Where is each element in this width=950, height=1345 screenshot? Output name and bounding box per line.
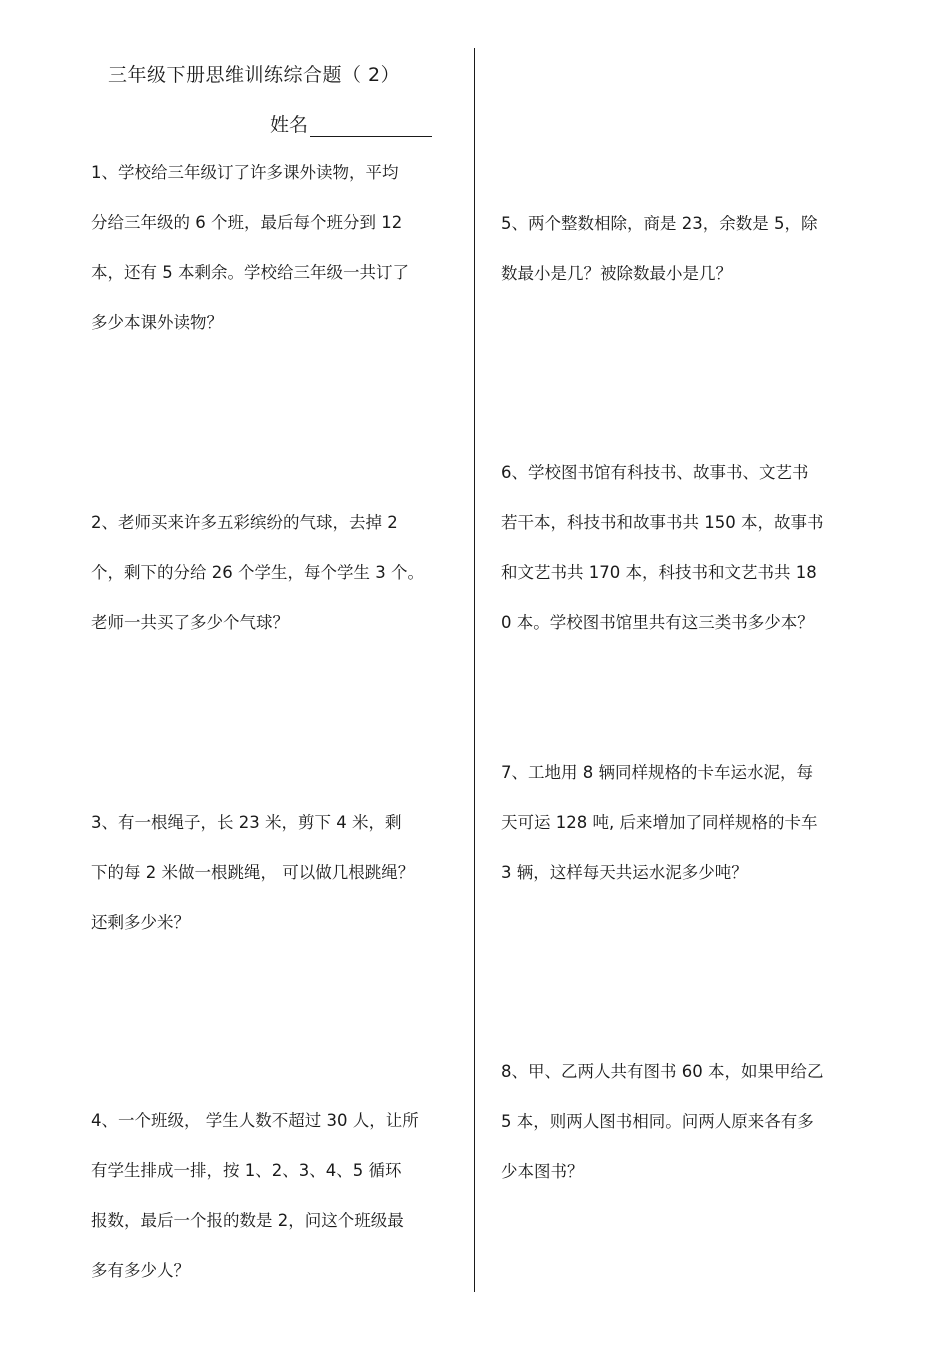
question-line: 下的每 2 米做一根跳绳， 可以做几根跳绳？ [91, 863, 415, 882]
name-blank-line [310, 114, 432, 137]
question-line: 若干本，科技书和故事书共 150 本，故事书 [501, 513, 824, 532]
question-line: 有学生排成一排，按 1、2、3、4、5 循环 [91, 1161, 402, 1180]
question-line: 4、一个班级， 学生人数不超过 30 人，让所 [91, 1111, 419, 1130]
question-line: 分给三年级的 6 个班，最后每个班分到 12 [91, 213, 403, 232]
question-line: 5 本，则两人图书相同。问两人原来各有多 [501, 1112, 814, 1131]
question-line: 个，剩下的分给 26 个学生，每个学生 3 个。 [91, 563, 424, 582]
question-line: 5、两个整数相除，商是 23，余数是 5，除 [501, 214, 818, 233]
question-line: 老师一共买了多少个气球？ [91, 613, 289, 632]
question-line: 6、学校图书馆有科技书、故事书、文艺书 [501, 463, 809, 482]
question-1 [91, 162, 409, 362]
question-8 [501, 1061, 823, 1211]
question-4 [91, 1110, 419, 1310]
question-line: 2、老师买来许多五彩缤纷的气球，去掉 2 [91, 513, 398, 532]
question-line: 数最小是几？被除数最小是几？ [501, 264, 732, 283]
worksheet-title: 三年级下册思维训练综合题（ 2） [108, 64, 401, 86]
question-5 [501, 213, 817, 313]
question-3 [91, 812, 414, 962]
question-7 [501, 762, 817, 912]
question-line: 8、甲、乙两人共有图书 60 本，如果甲给乙 [501, 1062, 824, 1081]
name-field [270, 110, 432, 137]
question-6 [501, 462, 823, 662]
question-line: 7、工地用 8 辆同样规格的卡车运水泥，每 [501, 763, 813, 782]
question-line: 1、学校给三年级订了许多课外读物，平均 [91, 163, 399, 182]
question-line: 3 辆，这样每天共运水泥多少吨？ [501, 863, 748, 882]
question-2 [91, 512, 424, 662]
question-line: 本，还有 5 本剩余。学校给三年级一共订了 [91, 263, 409, 282]
question-line: 0 本。学校图书馆里共有这三类书多少本？ [501, 613, 814, 632]
name-label: 姓名 [270, 114, 309, 136]
question-line: 还剩多少米？ [91, 913, 190, 932]
question-line: 报数，最后一个报的数是 2，问这个班级最 [91, 1211, 404, 1230]
question-line: 3、有一根绳子，长 23 米，剪下 4 米，剩 [91, 813, 402, 832]
question-line: 少本图书？ [501, 1162, 584, 1181]
question-line: 天可运 128 吨, 后来增加了同样规格的卡车 [501, 813, 818, 832]
question-line: 多少本课外读物？ [91, 313, 223, 332]
question-line: 多有多少人？ [91, 1261, 190, 1280]
column-divider [474, 48, 475, 1292]
question-line: 和文艺书共 170 本，科技书和文艺书共 18 [501, 563, 817, 582]
